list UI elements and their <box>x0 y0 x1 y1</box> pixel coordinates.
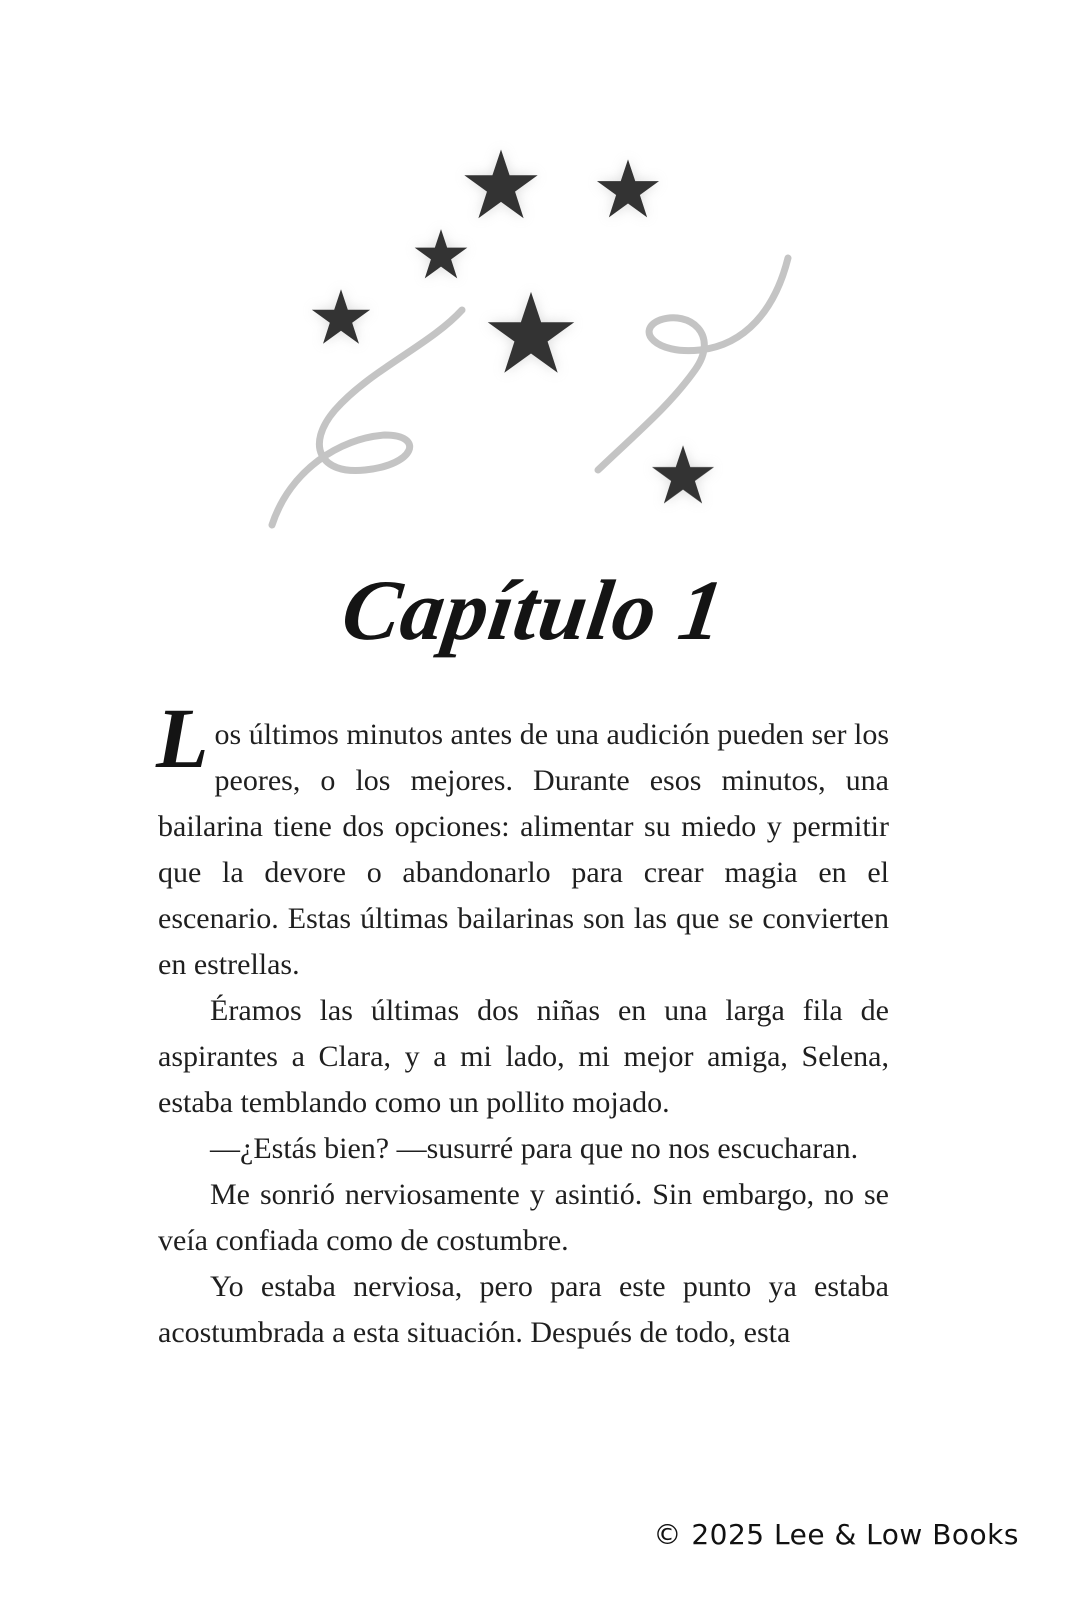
stars-and-ribbons-icon <box>250 140 810 540</box>
paragraph: —¿Estás bien? —susurré para que no nos escucharan. <box>210 1132 859 1165</box>
paragraph: Éramos las últimas dos niñas en una larga fila de aspirantes a Clara, y a mi lado, mi mejor amiga, Selena, estaba temblando como un pollito mojado. <box>158 994 889 1119</box>
star-icon <box>415 229 468 278</box>
chapter-title: Capítulo 1 <box>336 562 731 658</box>
star-icon <box>597 159 659 217</box>
ribbon-left <box>272 310 462 525</box>
star-icon <box>464 150 537 219</box>
paragraph: Me sonrió nerviosamente y asintió. Sin embargo, no se veía confiada como de costumbre. <box>158 1178 889 1257</box>
chapter-body <box>156 690 889 1356</box>
paragraph: Yo estaba nerviosa, pero para este punto ya estaba acostumbrada a esta situación. Después de todo, esta <box>158 1270 889 1349</box>
paragraph <box>156 690 889 988</box>
copyright-notice: © 2025 Lee & Low Books <box>653 1518 1019 1551</box>
star-icon <box>652 445 714 503</box>
star-icon <box>488 292 574 373</box>
paragraph-text: os últimos minutos antes de una audición pueden ser los peores, o los mejores. Durante esos minutos, una bailarina tiene dos opciones: alimentar su miedo y permitir que la devore o abandonarlo para crear magia en el escenario. Estas últimas bailarinas son las que se convierten en estrellas. <box>158 718 889 981</box>
ribbon-right <box>598 258 788 470</box>
drop-cap: L <box>156 690 209 786</box>
star-icon <box>312 289 370 344</box>
